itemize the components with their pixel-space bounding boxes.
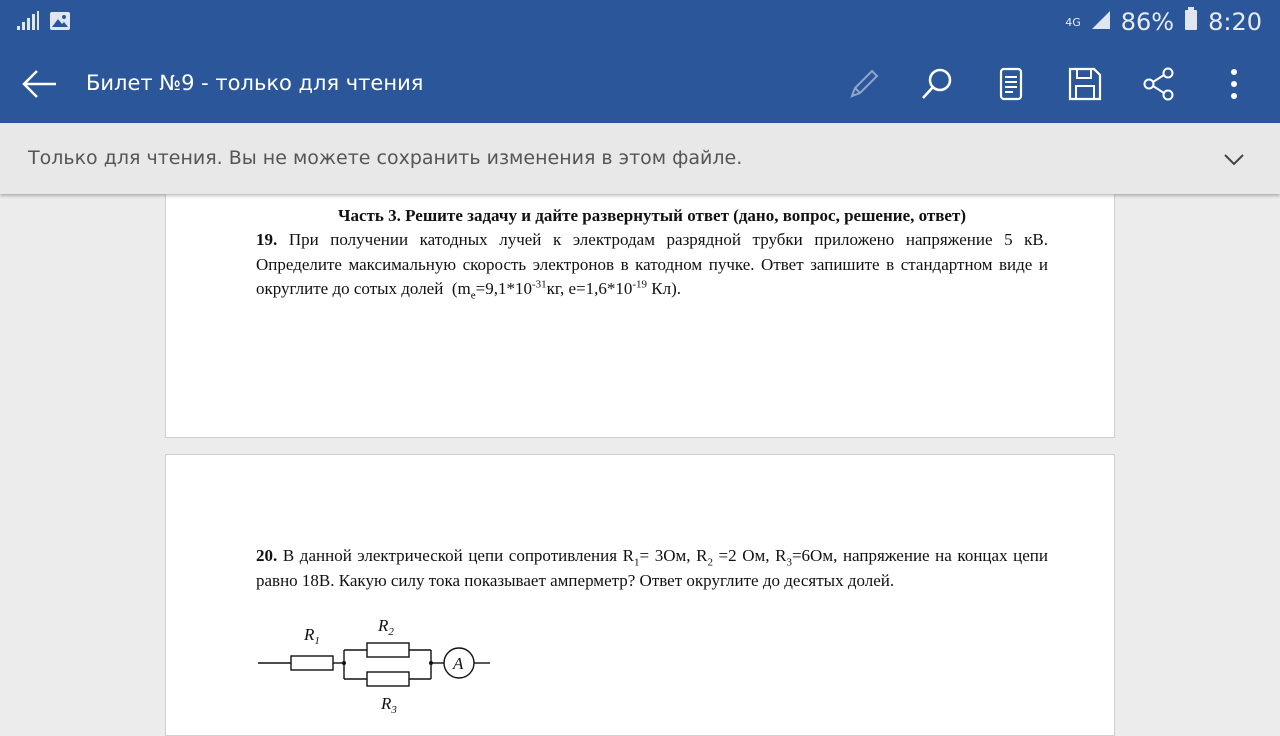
document-page-1 [165, 180, 1115, 438]
task-20-number: 20. [256, 546, 278, 565]
task-20-sub-2: 2 [707, 556, 713, 569]
share-button[interactable] [1137, 62, 1181, 106]
reading-view-button[interactable] [989, 62, 1033, 106]
app-bar [0, 44, 1280, 123]
label-r2: $R_2$ [378, 616, 394, 638]
task-20-text-c: =2 Ом, R [718, 546, 787, 565]
task-19-const-mass: =9,1*10 [475, 279, 532, 298]
cell-signal-icon [1091, 8, 1111, 36]
search-icon [919, 66, 955, 102]
resistor-r3 [367, 672, 409, 686]
save-button[interactable] [1063, 62, 1107, 106]
network-type-text: 4G [1065, 15, 1081, 29]
more-vertical-icon [1224, 66, 1244, 102]
task-19-exp-1: -31 [531, 278, 547, 291]
task-20-sub-3: 3 [786, 556, 792, 569]
status-bar [0, 0, 1280, 44]
clock: 8:20 [1208, 8, 1262, 36]
label-r3: $R_3$ [381, 694, 397, 716]
task-20-text-d: =6Ом, напряжение на концах цепи равно 18В. Какую силу тока показывает амперметр? Ответ округлите до десятых долей. [256, 546, 1049, 590]
battery-icon [1184, 7, 1198, 37]
task-19-exp-2: -19 [632, 278, 647, 291]
edit-button[interactable] [842, 62, 886, 106]
document-page-2 [165, 454, 1115, 736]
part3-heading: Часть 3. Решите задачу и дайте развернутый ответ (дано, вопрос, решение, ответ) [338, 206, 966, 225]
share-icon [1141, 66, 1177, 102]
node-left [342, 661, 346, 665]
read-only-info-bar [0, 123, 1280, 194]
task-20 [256, 544, 1048, 593]
task-19-const-close: Кл). [651, 279, 681, 298]
resistor-r2 [367, 643, 409, 657]
pen-icon [846, 66, 882, 102]
task-19-text: При получении катодных лучей к электродам разрядной трубки приложено напряжение 5 кВ. Определите максимальную скорость электронов в катодном пучке. Ответ запишите в стандартном виде и округлите до сотых долей [256, 230, 1049, 298]
task-20-text-a: В данной электрической цепи сопротивления R [282, 546, 635, 565]
task-19-sub-e: e [470, 289, 476, 302]
task-19 [256, 228, 1048, 302]
chevron-down-icon [1222, 147, 1246, 171]
task-20-sub-1: 1 [634, 556, 640, 569]
save-icon [1067, 66, 1103, 102]
status-right [1065, 8, 1262, 36]
label-r1: $R_1$ [304, 625, 320, 647]
back-button[interactable] [20, 64, 60, 104]
search-button[interactable] [915, 62, 959, 106]
expand-info-button[interactable] [1222, 147, 1246, 171]
resistor-r1 [291, 656, 333, 670]
task-19-const-kg: кг, e=1,6*10 [546, 279, 633, 298]
task-19-const-open: (m [451, 279, 471, 298]
gallery-icon [49, 10, 71, 36]
signal-chart-icon [16, 10, 40, 36]
reading-view-icon [993, 66, 1029, 102]
task-19-number: 19. [256, 230, 278, 249]
node-right [429, 661, 433, 665]
info-message: Только для чтения. Вы не можете сохранить изменения в этом файле. [28, 147, 743, 169]
document-title: Билет №9 - только для чтения [86, 71, 424, 95]
circuit-diagram [256, 615, 496, 721]
task-20-text-b: = 3Ом, R [639, 546, 708, 565]
battery-percent: 86% [1120, 8, 1175, 36]
more-options-button[interactable] [1212, 62, 1256, 106]
label-ammeter: A [453, 654, 464, 673]
back-arrow-icon [20, 64, 60, 104]
